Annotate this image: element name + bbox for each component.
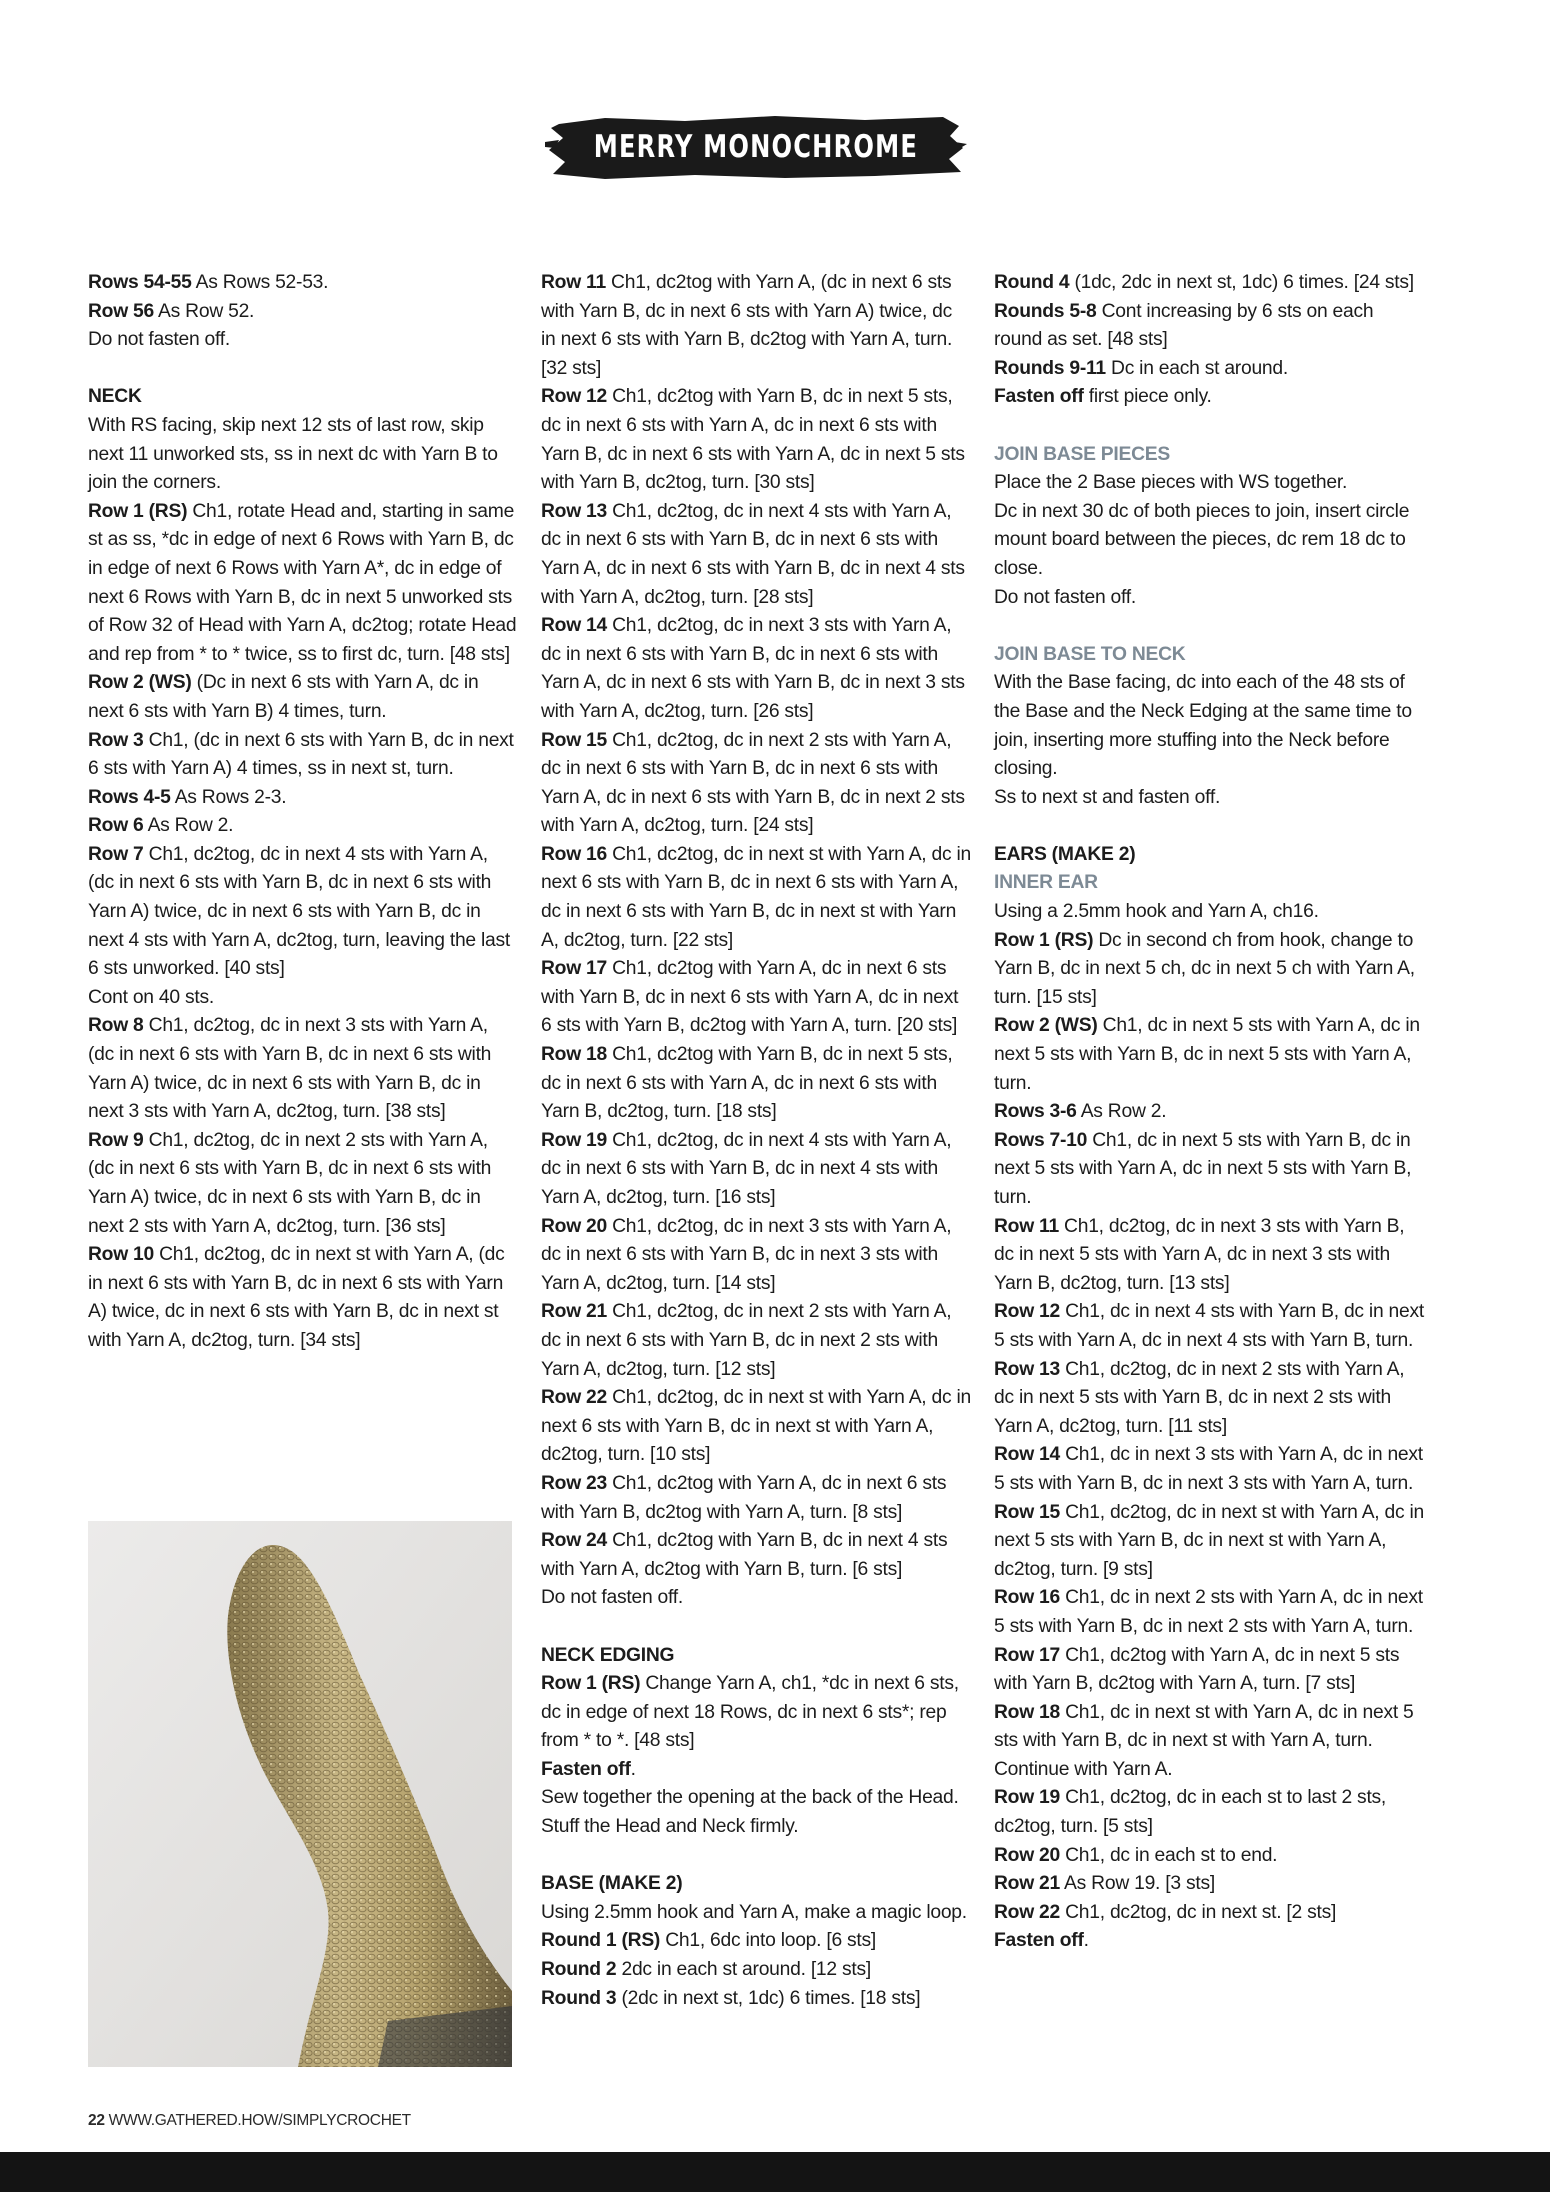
section-heading-ears: EARS (MAKE 2) — [994, 843, 1136, 865]
page-number: 22 — [88, 2112, 105, 2129]
instruction-line: Row 1 (RS) Change Yarn A, ch1, *dc in next 6 sts, dc in edge of next 18 Rows, dc in next 6 sts*; rep from * to *. [48 sts] — [541, 1673, 959, 1752]
instruction-line: Row 17 Ch1, dc2tog with Yarn A, dc in next 6 sts with Yarn B, dc in next 6 sts with Yarn A, dc in next 6 sts with Yarn B, dc2tog with Yarn A, turn. [20 sts] — [541, 958, 959, 1037]
instruction-line: Row 16 Ch1, dc in next 2 sts with Yarn A, dc in next 5 sts with Yarn B, dc in next 2 sts with Yarn A, turn. — [994, 1587, 1423, 1637]
instruction-line: Rows 4-5 As Rows 2-3. — [88, 786, 287, 808]
instruction-line: Row 12 Ch1, dc2tog with Yarn B, dc in next 5 sts, dc in next 6 sts with Yarn A, dc in next 6 sts with Yarn B, dc in next 6 sts with Yarn A, dc in next 5 sts with Yarn B, dc2tog, turn. [30 sts] — [541, 386, 965, 494]
instruction-line: Row 2 (WS) Ch1, dc in next 5 sts with Yarn A, dc in next 5 sts with Yarn B, dc in next 5 sts with Yarn A, turn. — [994, 1015, 1420, 1094]
instruction-line: Row 9 Ch1, dc2tog, dc in next 2 sts with Yarn A, (dc in next 6 sts with Yarn B, dc in next 6 sts with Yarn A) twice, dc in next 6 sts with Yarn B, dc in next 2 sts with Yarn A, dc2tog, turn. [36 sts] — [88, 1129, 492, 1237]
instruction-line: Rows 54-55 As Rows 52-53. — [88, 272, 329, 293]
paragraph: Using 2.5mm hook and Yarn A, make a magic loop. — [541, 1901, 967, 1923]
instruction-line: Row 20 Ch1, dc in each st to end. — [994, 1844, 1278, 1866]
section-heading-base: BASE (MAKE 2) — [541, 1873, 683, 1895]
instruction-line: Row 21 Ch1, dc2tog, dc in next 2 sts with Yarn A, dc in next 6 sts with Yarn B, dc in next 2 sts with Yarn A, dc2tog, turn. [12 sts] — [541, 1301, 952, 1380]
instruction-line: Rows 3-6 As Row 2. — [994, 1101, 1167, 1123]
instruction-line: Row 20 Ch1, dc2tog, dc in next 3 sts with Yarn A, dc in next 6 sts with Yarn B, dc in next 3 sts with Yarn A, dc2tog, turn. [14 sts] — [541, 1215, 952, 1294]
instruction-line: Row 19 Ch1, dc2tog, dc in each st to last 2 sts, dc2tog, turn. [5 sts] — [994, 1787, 1387, 1838]
section-heading-join-base-pieces: JOIN BASE PIECES — [994, 443, 1171, 465]
instruction-line: Rounds 5-8 Cont increasing by 6 sts on each round as set. [48 sts] — [994, 300, 1374, 351]
instruction-line: Fasten off. — [541, 1758, 636, 1780]
instruction-line: Row 22 Ch1, dc2tog, dc in next st with Yarn A, dc in next 6 sts with Yarn B, dc in next st with Yarn A, dc2tog, turn. [10 sts] — [541, 1387, 971, 1466]
instruction-line: Row 15 Ch1, dc2tog, dc in next 2 sts with Yarn A, dc in next 6 sts with Yarn B, dc in next 6 sts with Yarn A, dc in next 6 sts with Yarn B, dc in next 2 sts with Yarn A, dc2tog, turn. [24 sts] — [541, 729, 965, 837]
instruction-line: Round 2 2dc in each st around. [12 sts] — [541, 1959, 871, 1981]
instruction-line: Row 14 Ch1, dc in next 3 sts with Yarn A, dc in next 5 sts with Yarn B, dc in next 3 sts with Yarn A, turn. — [994, 1444, 1423, 1494]
instruction-line: Cont on 40 sts. — [88, 986, 214, 1008]
instruction-line: Row 1 (RS) Dc in second ch from hook, change to Yarn B, dc in next 5 ch, dc in next 5 ch with Yarn A, turn. [15 sts] — [994, 929, 1415, 1008]
column-3 — [994, 269, 1424, 1956]
instruction-line: Rows 7-10 Ch1, dc in next 5 sts with Yarn B, dc in next 5 sts with Yarn A, dc in next 5 sts with Yarn B, turn. — [994, 1129, 1412, 1208]
instruction-line: Do not fasten off. — [541, 1587, 683, 1609]
section-subheading-inner-ear: INNER EAR — [994, 872, 1098, 894]
instruction-line: Round 1 (RS) Ch1, 6dc into loop. [6 sts] — [541, 1930, 877, 1952]
instruction-line: Row 7 Ch1, dc2tog, dc in next 4 sts with Yarn A, (dc in next 6 sts with Yarn B, dc in next 6 sts with Yarn A) twice, dc in next 6 sts with Yarn B, dc in next 4 sts with Yarn A, dc2tog, turn, leaving the last 6 sts unworked. [40 sts] — [88, 843, 511, 980]
paragraph: Using a 2.5mm hook and Yarn A, ch16. — [994, 901, 1319, 923]
instruction-line: Rounds 9-11 Dc in each st around. — [994, 357, 1288, 379]
instruction-line: Row 21 As Row 19. [3 sts] — [994, 1873, 1215, 1895]
column-1 — [88, 269, 518, 1356]
instruction-line: Row 19 Ch1, dc2tog, dc in next 4 sts with Yarn A, dc in next 6 sts with Yarn B, dc in next 4 sts with Yarn A, dc2tog, turn. [16 sts] — [541, 1129, 952, 1208]
paragraph: With the Base facing, dc into each of the 48 sts of the Base and the Neck Edging at the same time to join, inserting more stuffing into the Neck before closing. — [994, 672, 1412, 780]
instruction-line: Row 18 Ch1, dc2tog with Yarn B, dc in next 5 sts, dc in next 6 sts with Yarn A, dc in next 6 sts with Yarn B, dc2tog, turn. [18 sts] — [541, 1044, 953, 1123]
instruction-line: Row 18 Ch1, dc in next st with Yarn A, dc in next 5 sts with Yarn B, dc in next st with Yarn A, turn. — [994, 1701, 1414, 1752]
section-heading-join-base-to-neck: JOIN BASE TO NECK — [994, 643, 1186, 665]
footer-url: WWW.GATHERED.HOW/SIMPLYCROCHET — [104, 2112, 411, 2129]
instruction-line: Row 16 Ch1, dc2tog, dc in next st with Yarn A, dc in next 6 sts with Yarn B, dc in next 6 sts with Yarn A, dc in next 6 sts with Yarn B, dc in next st with Yarn A, dc2tog, turn. [22 sts] — [541, 843, 971, 951]
page-title: MERRY MONOCHROME — [593, 129, 919, 165]
instruction-line: Row 1 (RS) Ch1, rotate Head and, starting in same st as ss, *dc in edge of next 6 Rows with Yarn B, dc in edge of next 6 Rows with Yarn A*, dc in edge of next 6 Rows with Yarn B, dc in next 5 unworked sts of Row 32 of Head with Yarn A, dc2tog; rotate Head and rep from * to * twice, ss to first dc, turn. [48 sts] — [88, 500, 517, 665]
instruction-line: Row 2 (WS) (Dc in next 6 sts with Yarn A, dc in next 6 sts with Yarn B) 4 times, turn. — [88, 672, 479, 722]
instruction-line: Row 13 Ch1, dc2tog, dc in next 4 sts with Yarn A, dc in next 6 sts with Yarn B, dc in next 6 sts with Yarn A, dc in next 6 sts with Yarn B, dc in next 4 sts with Yarn A, dc2tog, turn. [28 sts] — [541, 500, 965, 608]
instruction-line: Round 4 (1dc, 2dc in next st, 1dc) 6 times. [24 sts] — [994, 272, 1414, 293]
column-2 — [541, 269, 971, 2013]
title-banner — [545, 112, 967, 182]
instruction-line: Row 13 Ch1, dc2tog, dc in next 2 sts with Yarn A, dc in next 5 sts with Yarn B, dc in next 2 sts with Yarn A, dc2tog, turn. [11 sts] — [994, 1358, 1405, 1437]
instruction-line: Row 17 Ch1, dc2tog with Yarn A, dc in next 5 sts with Yarn B, dc2tog with Yarn A, turn. [7 sts] — [994, 1644, 1400, 1695]
paragraph: With RS facing, skip next 12 sts of last row, skip next 11 unworked sts, ss in next dc with Yarn B to join the corners. — [88, 414, 498, 494]
gold-crochet-neck-image — [88, 1521, 512, 2067]
instruction-line: Fasten off. — [994, 1930, 1089, 1952]
instruction-line: Row 12 Ch1, dc in next 4 sts with Yarn B, dc in next 5 sts with Yarn A, dc in next 4 sts with Yarn B, turn. — [994, 1301, 1424, 1351]
instruction-line: Row 10 Ch1, dc2tog, dc in next st with Yarn A, (dc in next 6 sts with Yarn B, dc in next 6 sts with Yarn A) twice, dc in next 6 sts with Yarn B, dc in next st with Yarn A, dc2tog, turn. [34 sts] — [88, 1244, 505, 1351]
instruction-line: Row 11 Ch1, dc2tog with Yarn A, (dc in next 6 sts with Yarn B, dc in next 6 sts with Yarn A) twice, dc in next 6 sts with Yarn B, dc2tog with Yarn A, turn. [32 sts] — [541, 272, 953, 379]
bottom-bar — [0, 2152, 1550, 2192]
instruction-line: Row 11 Ch1, dc2tog, dc in next 3 sts with Yarn B, dc in next 5 sts with Yarn A, dc in next 3 sts with Yarn B, dc2tog, turn. [13 sts] — [994, 1215, 1405, 1294]
instruction-line: Row 8 Ch1, dc2tog, dc in next 3 sts with Yarn A, (dc in next 6 sts with Yarn B, dc in next 6 sts with Yarn A) twice, dc in next 6 sts with Yarn B, dc in next 3 sts with Yarn A, dc2tog, turn. [38 sts] — [88, 1015, 492, 1123]
paragraph: Ss to next st and fasten off. — [994, 786, 1221, 808]
instruction-line: Row 23 Ch1, dc2tog with Yarn A, dc in next 6 sts with Yarn B, dc2tog with Yarn A, turn. [8 sts] — [541, 1472, 947, 1523]
paragraph: Sew together the opening at the back of the Head. Stuff the Head and Neck firmly. — [541, 1787, 959, 1838]
section-heading-neck-edging: NECK EDGING — [541, 1644, 675, 1666]
page-footer — [88, 2112, 411, 2130]
instruction-line: Row 14 Ch1, dc2tog, dc in next 3 sts with Yarn A, dc in next 6 sts with Yarn B, dc in next 6 sts with Yarn A, dc in next 6 sts with Yarn B, dc in next 3 sts with Yarn A, dc2tog, turn. [26 sts] — [541, 615, 965, 722]
instruction-line: Row 3 Ch1, (dc in next 6 sts with Yarn B, dc in next 6 sts with Yarn A) 4 times, ss in next st, turn. — [88, 729, 514, 780]
paragraph: Do not fasten off. — [994, 586, 1136, 608]
paragraph: Dc in next 30 dc of both pieces to join, insert circle mount board between the pieces, dc rem 18 dc to close. — [994, 500, 1410, 579]
instruction-line: Row 15 Ch1, dc2tog, dc in next st with Yarn A, dc in next 5 sts with Yarn B, dc in next st with Yarn A, dc2tog, turn. [9 sts] — [994, 1501, 1424, 1580]
instruction-line: Row 6 As Row 2. — [88, 815, 234, 837]
instruction-line: Round 3 (2dc in next st, 1dc) 6 times. [18 sts] — [541, 1987, 921, 2009]
instruction-line: Row 56 As Row 52. — [88, 300, 255, 322]
instruction-line: Row 24 Ch1, dc2tog with Yarn B, dc in next 4 sts with Yarn A, dc2tog with Yarn B, turn. [6 sts] — [541, 1530, 948, 1580]
instruction-line: Fasten off first piece only. — [994, 386, 1212, 408]
instruction-line: Continue with Yarn A. — [994, 1758, 1173, 1780]
crochet-neck-photo — [88, 1521, 512, 2067]
instruction-line: Do not fasten off. — [88, 329, 230, 351]
instruction-line: Row 22 Ch1, dc2tog, dc in next st. [2 sts] — [994, 1901, 1337, 1923]
paragraph: Place the 2 Base pieces with WS together. — [994, 472, 1348, 494]
section-heading-neck: NECK — [88, 386, 142, 408]
